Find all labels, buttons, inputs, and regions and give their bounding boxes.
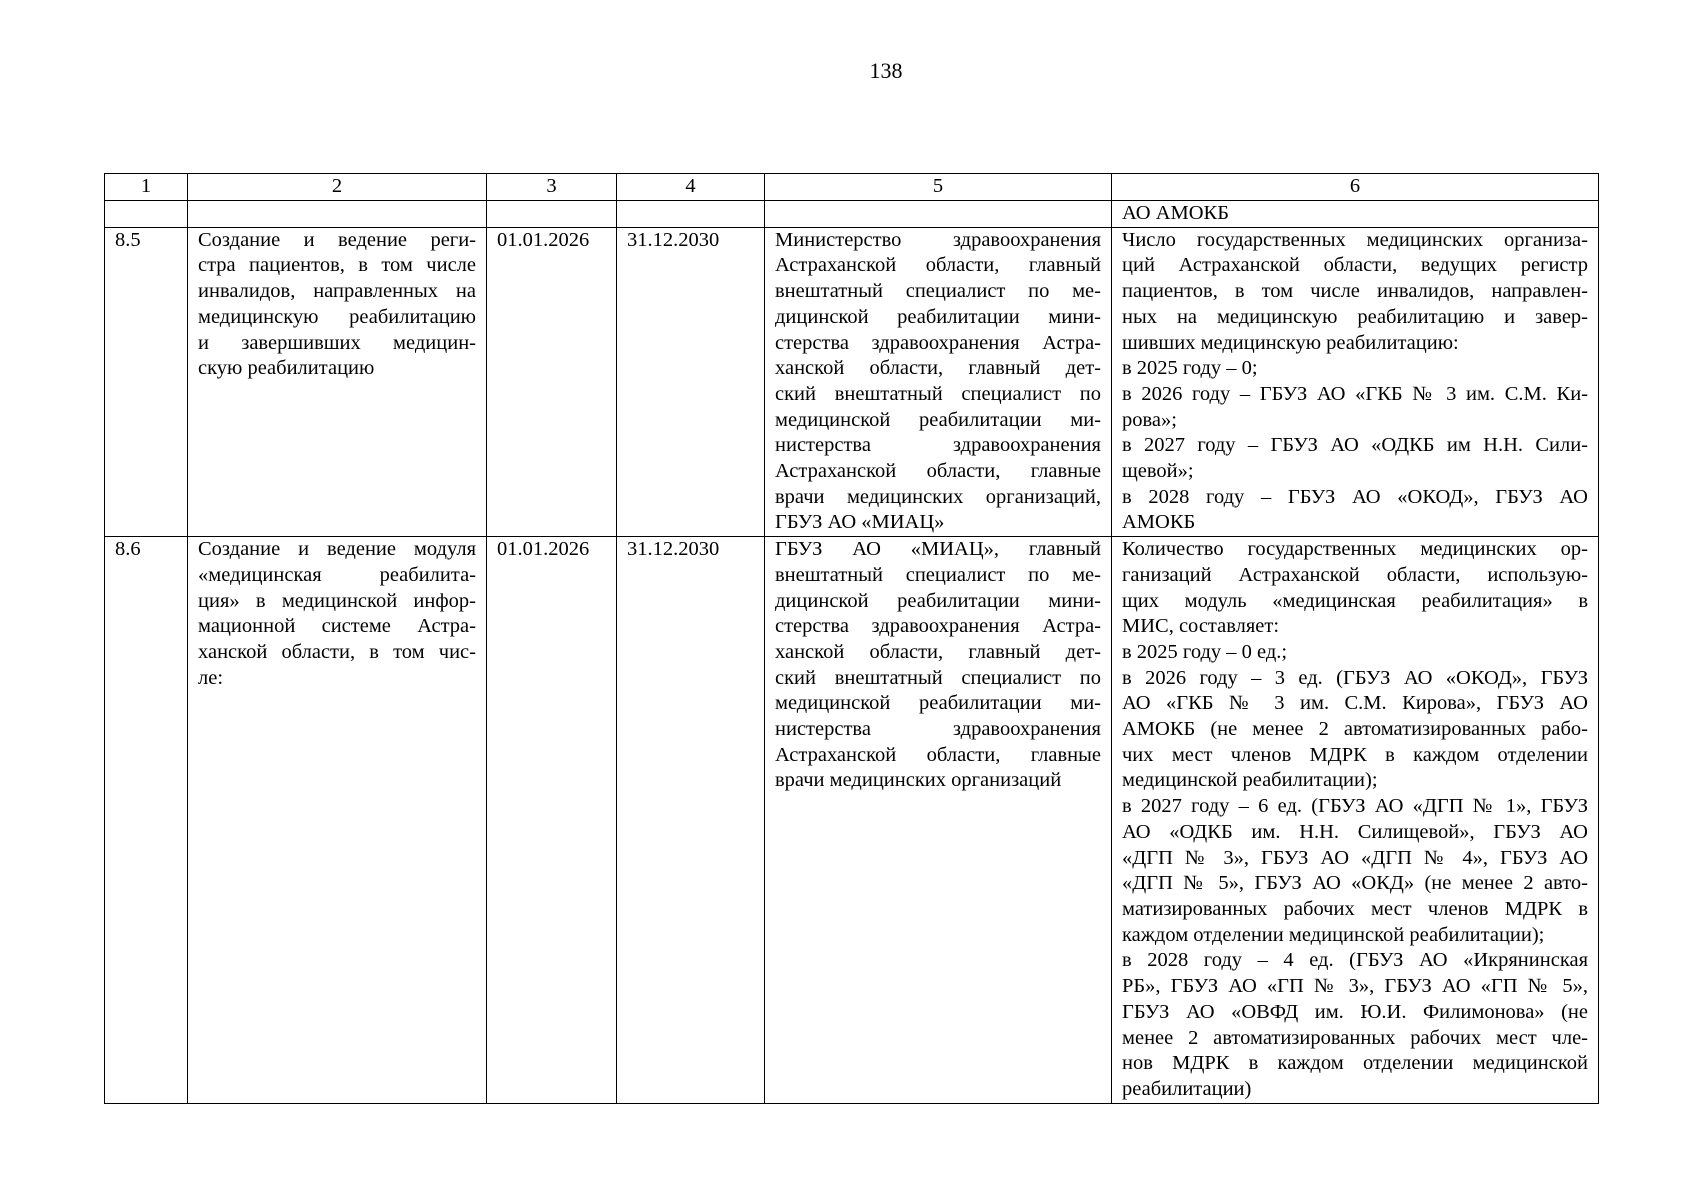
text-line: АО «ОДКБ им. Н.Н. Силищевой», ГБУЗ АО	[1122, 820, 1588, 843]
text-line: внештатный специалист по ме-	[775, 280, 1101, 303]
text-line: врачи медицинских организаций,	[775, 485, 1101, 508]
text-line: ский внештатный специалист по	[775, 666, 1101, 689]
text-line: ций Астраханской области, ведущих регистр	[1122, 254, 1588, 277]
text-line: медицинской реабилитации ми-	[775, 692, 1101, 715]
header-cell: 2	[188, 174, 487, 201]
text-line: АМОКБ	[1122, 511, 1196, 534]
text-line: ГБУЗ АО «МИАЦ», главный	[775, 538, 1101, 561]
empty-cell	[765, 201, 1112, 228]
text-line: внештатный специалист по ме-	[775, 563, 1101, 586]
table-header-row	[105, 174, 1599, 201]
responsible-cell	[765, 537, 1112, 1103]
header-cell: 1	[105, 174, 188, 201]
text-line: мационной системе Астра-	[198, 615, 476, 638]
text-line: АМОКБ (не менее 2 автоматизированных рабо-	[1122, 718, 1588, 741]
text-line: АО «ГКБ № 3 им. С.М. Кирова», ГБУЗ АО	[1122, 692, 1588, 715]
text-line: ганизаций Астраханской области, использую-	[1122, 563, 1588, 586]
text-line: ГБУЗ АО «МИАЦ»	[775, 511, 945, 534]
text-line: медицинской реабилитации);	[1122, 769, 1378, 792]
text-line: пациентов, в том числе инвалидов, направлен-	[1122, 280, 1588, 303]
text-line: дицинской реабилитации мини-	[775, 589, 1101, 612]
start-date: 01.01.2026	[487, 227, 617, 536]
text-line: РБ», ГБУЗ АО «ГП № 3», ГБУЗ АО «ГП № 5»,	[1122, 975, 1588, 998]
text-line: Астраханской области, главный	[775, 254, 1101, 277]
text-line: нистерства здравоохранения	[775, 434, 1101, 457]
text-line: в 2026 году – 3 ед. (ГБУЗ АО «ОКОД», ГБУЗ	[1122, 666, 1588, 689]
text-line: стерства здравоохранения Астра-	[775, 331, 1101, 354]
text-line: ГБУЗ АО «ОВФД им. Ю.И. Филимонова» (не	[1122, 1000, 1588, 1023]
text-line: нов МДРК в каждом отделении медицинской	[1122, 1052, 1588, 1075]
text-line: ханской области, главный дет-	[775, 357, 1101, 380]
text-line: рова»;	[1122, 408, 1177, 431]
measure-cell	[188, 537, 487, 1103]
text-line: «ДГП № 5», ГБУЗ АО «ОКД» (не менее 2 авто-	[1122, 872, 1588, 895]
page-number: 138	[869, 58, 903, 83]
empty-cell	[487, 201, 617, 228]
empty-cell	[188, 201, 487, 228]
text-line: «ДГП № 3», ГБУЗ АО «ДГП № 4», ГБУЗ АО	[1122, 846, 1588, 869]
text-line: нистерства здравоохранения	[775, 718, 1101, 741]
text-line: щевой»;	[1122, 460, 1194, 483]
text-line: ский внештатный специалист по	[775, 382, 1101, 405]
text-line: врачи медицинских организаций	[775, 769, 1062, 792]
text-line: реабилитации)	[1122, 1077, 1252, 1100]
text-line: ле:	[198, 666, 224, 689]
text-line: Создание и ведение модуля	[198, 538, 476, 561]
text-line: «медицинская реабилита-	[198, 563, 476, 586]
row-number: 8.5	[105, 227, 188, 536]
text-line: в 2025 году – 0 ед.;	[1122, 640, 1288, 663]
header-cell: 3	[487, 174, 617, 201]
text-line: ханской области, главный дет-	[775, 640, 1101, 663]
result-cell	[1112, 537, 1599, 1103]
header-cell: 4	[617, 174, 765, 201]
text-line: дицинской реабилитации мини-	[775, 305, 1101, 328]
text-line: щих модуль «медицинская реабилитация» в	[1122, 589, 1588, 612]
responsible-cell	[765, 227, 1112, 536]
text-line: каждом отделении медицинской реабилитации);	[1122, 923, 1545, 946]
text-line: ция» в медицинской инфор-	[198, 589, 476, 612]
text-line: Создание и ведение реги-	[198, 228, 476, 251]
text-line: менее 2 автоматизированных рабочих мест чле-	[1122, 1026, 1588, 1049]
text-line: в 2028 году – 4 ед. (ГБУЗ АО «Икрянинская	[1122, 949, 1588, 972]
text-line: Число государственных медицинских организа-	[1122, 228, 1588, 251]
end-date: 31.12.2030	[617, 227, 765, 536]
text-line: Количество государственных медицинских ор-	[1122, 538, 1588, 561]
text-line: стерства здравоохранения Астра-	[775, 615, 1101, 638]
text-line: стра пациентов, в том числе	[198, 254, 476, 277]
header-cell: 6	[1112, 174, 1599, 201]
text-line: в 2028 году – ГБУЗ АО «ОКОД», ГБУЗ АО	[1122, 485, 1588, 508]
table-row	[105, 227, 1599, 536]
text-line: в 2027 году – 6 ед. (ГБУЗ АО «ДГП № 1», ГБУЗ	[1122, 795, 1588, 818]
plan-table	[104, 173, 1599, 1104]
start-date: 01.01.2026	[487, 537, 617, 1103]
text-line: инвалидов, направленных на	[198, 280, 476, 303]
table-row	[105, 537, 1599, 1103]
text-line: медицинской реабилитации ми-	[775, 408, 1101, 431]
text-line: скую реабилитацию	[198, 357, 375, 380]
end-date: 31.12.2030	[617, 537, 765, 1103]
measure-cell	[188, 227, 487, 536]
continuation-row	[105, 201, 1599, 228]
empty-cell	[617, 201, 765, 228]
header-cell: 5	[765, 174, 1112, 201]
text-line: МИС, составляет:	[1122, 615, 1280, 638]
result-cell	[1112, 227, 1599, 536]
text-line: в 2025 году – 0;	[1122, 357, 1258, 380]
text-line: шивших медицинскую реабилитацию:	[1122, 331, 1459, 354]
text-line: и завершивших медицин-	[198, 331, 476, 354]
text-line: Министерство здравоохранения	[775, 228, 1101, 251]
row-number: 8.6	[105, 537, 188, 1103]
text-line: матизированных рабочих мест членов МДРК в	[1122, 897, 1588, 920]
text-line: ханской области, в том чис-	[198, 640, 476, 663]
continuation-text: АО АМОКБ	[1112, 201, 1599, 228]
text-line: медицинскую реабилитацию	[198, 305, 476, 328]
text-line: Астраханской области, главные	[775, 743, 1101, 766]
text-line: в 2027 году – ГБУЗ АО «ОДКБ им Н.Н. Сили-	[1122, 434, 1588, 457]
text-line: ных на медицинскую реабилитацию и завер-	[1122, 305, 1588, 328]
text-line: в 2026 году – ГБУЗ АО «ГКБ № 3 им. С.М. Ки-	[1122, 382, 1588, 405]
text-line: Астраханской области, главные	[775, 460, 1101, 483]
text-line: чих мест членов МДРК в каждом отделении	[1122, 743, 1588, 766]
empty-cell	[105, 201, 188, 228]
